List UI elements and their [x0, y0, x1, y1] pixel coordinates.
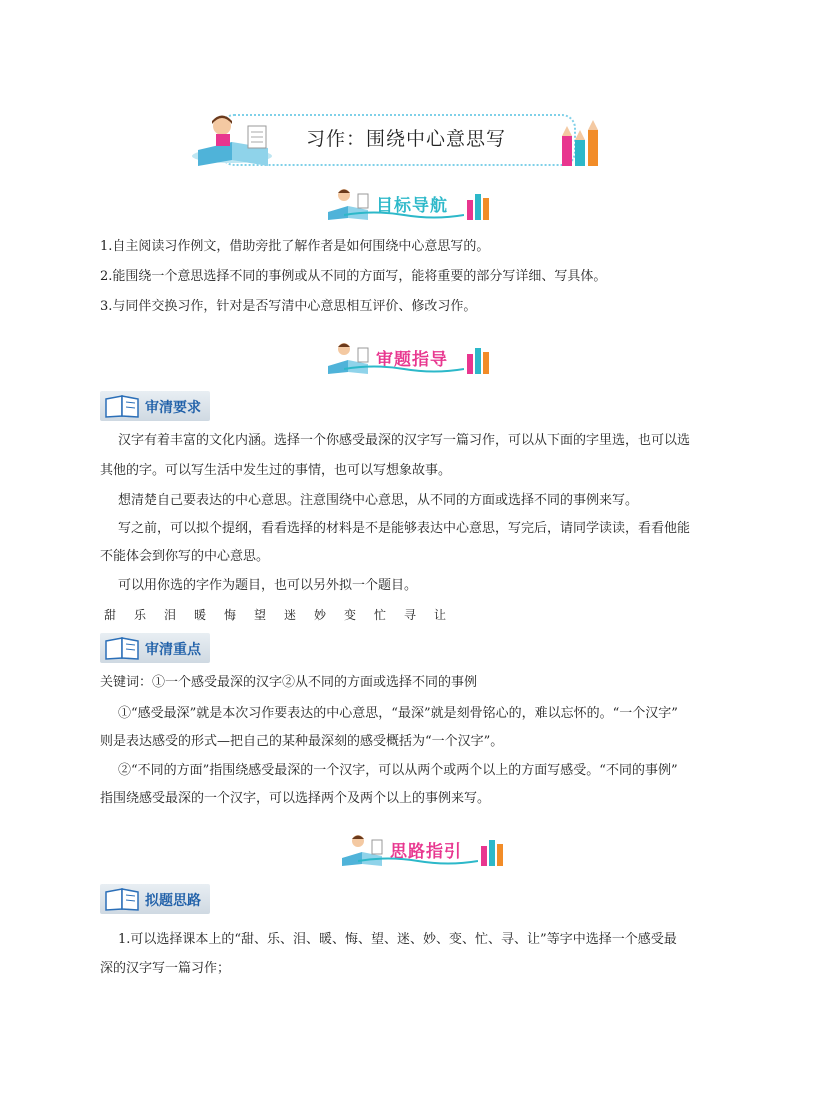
paragraph-line: 可以用你选的字作为题目，也可以另外拟一个题目。 [118, 578, 418, 593]
pencils-icon [480, 834, 506, 866]
character-list: 甜乐泪暖悔望迷妙变忙寻让 [104, 608, 465, 622]
sublabel-topic [100, 884, 210, 914]
sublabel-title: 拟题思路 [145, 893, 201, 909]
section-review-badge [326, 340, 496, 376]
section-title: 审题指导 [376, 350, 448, 370]
pencils-icon [466, 188, 492, 220]
paragraph-line: 指围绕感受最深的一个汉字，可以选择两个及两个以上的事例来写。 [100, 791, 491, 806]
section-title: 思路指引 [390, 842, 462, 862]
sublabel-title: 审清要求 [145, 400, 201, 416]
paragraph-line: 深的汉字写一篇习作； [100, 961, 231, 976]
title-banner [190, 112, 610, 168]
wave-underline [344, 364, 464, 374]
sublabel-requirements [100, 391, 210, 421]
wave-underline [344, 210, 464, 220]
book-icon [104, 393, 142, 419]
paragraph-line: 则是表达感受的形式—把自己的某种最深刻的感受概括为“一个汉字”。 [100, 734, 504, 749]
pencils-icon [466, 342, 492, 374]
goal-item: 3.与同伴交换习作，针对是否写清中心意思相互评价、修改习作。 [100, 299, 477, 314]
sublabel-title: 审清重点 [145, 642, 201, 658]
sublabel-focus [100, 633, 210, 663]
paragraph-line: ①“感受最深”就是本次习作要表达的中心意思，“最深”就是刻骨铭心的，难以忘怀的。“一个汉字” [118, 706, 678, 721]
section-goals-badge [326, 186, 496, 222]
book-icon [104, 886, 142, 912]
goal-item: 1.自主阅读习作例文，借助旁批了解作者是如何围绕中心意思写的。 [100, 239, 490, 254]
section-title: 目标导航 [376, 196, 448, 216]
section-ideas-badge [340, 832, 510, 868]
book-icon [104, 635, 142, 661]
page-title: 习作：围绕中心意思写 [306, 128, 507, 150]
paragraph-line: 不能体会到你写的中心意思。 [100, 549, 270, 564]
paragraph-line: 写之前，可以拟个提纲，看看选择的材料是不是能够表达中心意思，写完后，请同学读读，看看他能 [118, 521, 691, 536]
paragraph-line: 1.可以选择课本上的“甜、乐、泪、暖、悔、望、迷、妙、变、忙、寻、让”等字中选择一个感受最 [118, 932, 677, 947]
paragraph-line: ②“不同的方面”指围绕感受最深的一个汉字，可以从两个或两个以上的方面写感受。“不同的事例” [118, 763, 678, 778]
wave-underline [358, 856, 478, 866]
goal-item: 2.能围绕一个意思选择不同的事例或从不同的方面写，能将重要的部分写详细、写具体。 [100, 269, 607, 284]
paragraph-line: 其他的字。可以写生活中发生过的事情，也可以写想象故事。 [100, 463, 452, 478]
keywords-line: 关键词：①一个感受最深的汉字②从不同的方面或选择不同的事例 [100, 675, 478, 690]
paragraph-line: 汉字有着丰富的文化内涵。选择一个你感受最深的汉字写一篇习作，可以从下面的字里选，也可以选 [118, 433, 691, 448]
paragraph-line: 想清楚自己要表达的中心意思。注意围绕中心意思，从不同的方面或选择不同的事例来写。 [118, 493, 639, 508]
pencils-icon [558, 118, 606, 168]
student-reading-icon [190, 112, 290, 168]
